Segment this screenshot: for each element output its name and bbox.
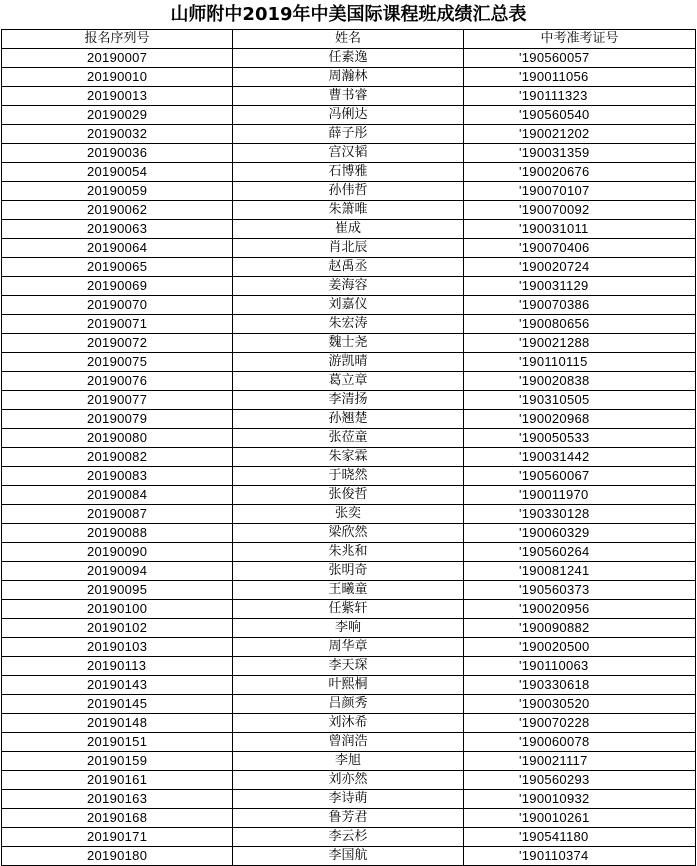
name-cell: 李清扬 [233,391,464,410]
table-row [2,68,696,87]
name-cell: 于晓然 [233,467,464,486]
table-row [2,581,696,600]
table-row [2,391,696,410]
table-row [2,809,696,828]
name-cell: 王曦童 [233,581,464,600]
exam-no-cell: '190021117 [464,752,696,771]
table-row [2,619,696,638]
reg-no-cell: 20190065 [2,258,233,277]
name-cell: 梁欣然 [233,524,464,543]
table-row [2,429,696,448]
reg-no-cell: 20190151 [2,733,233,752]
name-cell: 冯俐达 [233,106,464,125]
table-row [2,600,696,619]
name-cell: 周华章 [233,638,464,657]
name-cell: 任紫轩 [233,600,464,619]
reg-no-cell: 20190064 [2,239,233,258]
page-title: 山师附中2019年中美国际课程班成绩汇总表 [170,4,527,25]
exam-no-cell: '190020968 [464,410,696,429]
exam-no-cell: '190021202 [464,125,696,144]
header-reg-no: 报名序列号 [2,30,233,49]
exam-no-cell: '190011056 [464,68,696,87]
table-row [2,657,696,676]
reg-no-cell: 20190072 [2,334,233,353]
exam-no-cell: '190020500 [464,638,696,657]
table-row [2,676,696,695]
name-cell: 孙伟哲 [233,182,464,201]
name-cell: 李国航 [233,847,464,866]
reg-no-cell: 20190062 [2,201,233,220]
reg-no-cell: 20190087 [2,505,233,524]
table-row [2,543,696,562]
reg-no-cell: 20190063 [2,220,233,239]
name-cell: 魏士尧 [233,334,464,353]
exam-no-cell: '190070406 [464,239,696,258]
table-row [2,220,696,239]
reg-no-cell: 20190076 [2,372,233,391]
reg-no-cell: 20190094 [2,562,233,581]
exam-no-cell: '190560264 [464,543,696,562]
name-cell: 周瀚林 [233,68,464,87]
exam-no-cell: '190111323 [464,87,696,106]
table-row [2,144,696,163]
name-cell: 张奕 [233,505,464,524]
reg-no-cell: 20190010 [2,68,233,87]
name-cell: 叶熙桐 [233,676,464,695]
exam-no-cell: '190031442 [464,448,696,467]
reg-no-cell: 20190171 [2,828,233,847]
name-cell: 张俊哲 [233,486,464,505]
name-cell: 李云杉 [233,828,464,847]
table-row [2,847,696,866]
table-row [2,201,696,220]
table-row [2,790,696,809]
name-cell: 薛子彤 [233,125,464,144]
name-cell: 鲁芳君 [233,809,464,828]
reg-no-cell: 20190071 [2,315,233,334]
exam-no-cell: '190010932 [464,790,696,809]
table-row [2,125,696,144]
name-cell: 刘亦然 [233,771,464,790]
reg-no-cell: 20190083 [2,467,233,486]
exam-no-cell: '190110063 [464,657,696,676]
name-cell: 崔成 [233,220,464,239]
reg-no-cell: 20190145 [2,695,233,714]
name-cell: 李旭 [233,752,464,771]
table-row [2,106,696,125]
reg-no-cell: 20190148 [2,714,233,733]
reg-no-cell: 20190079 [2,410,233,429]
reg-no-cell: 20190069 [2,277,233,296]
header-exam-no: 中考准考证号 [464,30,696,49]
table-row [2,87,696,106]
reg-no-cell: 20190082 [2,448,233,467]
table-row [2,467,696,486]
name-cell: 刘沐希 [233,714,464,733]
table-row [2,334,696,353]
reg-no-cell: 20190088 [2,524,233,543]
exam-no-cell: '190060078 [464,733,696,752]
exam-no-cell: '190021288 [464,334,696,353]
reg-no-cell: 20190113 [2,657,233,676]
reg-no-cell: 20190013 [2,87,233,106]
reg-no-cell: 20190059 [2,182,233,201]
table-row [2,448,696,467]
reg-no-cell: 20190180 [2,847,233,866]
table-row [2,733,696,752]
reg-no-cell: 20190100 [2,600,233,619]
exam-no-cell: '190330128 [464,505,696,524]
name-cell: 肖北辰 [233,239,464,258]
reg-no-cell: 20190095 [2,581,233,600]
reg-no-cell: 20190032 [2,125,233,144]
exam-no-cell: '190050533 [464,429,696,448]
exam-no-cell: '190110374 [464,847,696,866]
table-row [2,486,696,505]
reg-no-cell: 20190075 [2,353,233,372]
exam-no-cell: '190110115 [464,353,696,372]
exam-no-cell: '190560067 [464,467,696,486]
table-row [2,315,696,334]
header-name: 姓名 [233,30,464,49]
table-row [2,505,696,524]
exam-no-cell: '190310505 [464,391,696,410]
table-row [2,524,696,543]
table-row [2,695,696,714]
exam-no-cell: '190560540 [464,106,696,125]
name-cell: 李诗萌 [233,790,464,809]
exam-no-cell: '190020838 [464,372,696,391]
exam-no-cell: '190031359 [464,144,696,163]
name-cell: 宫汉韬 [233,144,464,163]
name-cell: 任素逸 [233,49,464,68]
name-cell: 吕颜秀 [233,695,464,714]
name-cell: 曾润浩 [233,733,464,752]
exam-no-cell: '190070092 [464,201,696,220]
table-row [2,562,696,581]
table-row [2,638,696,657]
exam-no-cell: '190560057 [464,49,696,68]
exam-no-cell: '190031011 [464,220,696,239]
table-row [2,258,696,277]
name-cell: 曹书睿 [233,87,464,106]
table-row [2,410,696,429]
name-cell: 朱兆和 [233,543,464,562]
reg-no-cell: 20190070 [2,296,233,315]
name-cell: 李响 [233,619,464,638]
exam-no-cell: '190330618 [464,676,696,695]
exam-no-cell: '190080656 [464,315,696,334]
table-row [2,714,696,733]
exam-no-cell: '190020676 [464,163,696,182]
table-row [2,828,696,847]
table-body [2,49,696,866]
reg-no-cell: 20190007 [2,49,233,68]
reg-no-cell: 20190103 [2,638,233,657]
reg-no-cell: 20190080 [2,429,233,448]
reg-no-cell: 20190036 [2,144,233,163]
reg-no-cell: 20190029 [2,106,233,125]
name-cell: 葛立章 [233,372,464,391]
table-row [2,771,696,790]
header-row [2,30,696,49]
name-cell: 朱箫唯 [233,201,464,220]
table-row [2,182,696,201]
exam-no-cell: '190081241 [464,562,696,581]
exam-no-cell: '190070228 [464,714,696,733]
table-row [2,163,696,182]
name-cell: 张明奇 [233,562,464,581]
table-row [2,372,696,391]
table-row [2,49,696,68]
exam-no-cell: '190030520 [464,695,696,714]
exam-no-cell: '190090882 [464,619,696,638]
exam-no-cell: '190020956 [464,600,696,619]
reg-no-cell: 20190077 [2,391,233,410]
reg-no-cell: 20190102 [2,619,233,638]
exam-no-cell: '190020724 [464,258,696,277]
exam-no-cell: '190031129 [464,277,696,296]
name-cell: 张莅童 [233,429,464,448]
table-row [2,752,696,771]
table-row [2,277,696,296]
name-cell: 赵禹丞 [233,258,464,277]
name-cell: 孙翘楚 [233,410,464,429]
reg-no-cell: 20190143 [2,676,233,695]
exam-no-cell: '190541180 [464,828,696,847]
exam-no-cell: '190070107 [464,182,696,201]
name-cell: 刘嘉仪 [233,296,464,315]
reg-no-cell: 20190163 [2,790,233,809]
reg-no-cell: 20190054 [2,163,233,182]
name-cell: 姜海容 [233,277,464,296]
exam-no-cell: '190560373 [464,581,696,600]
reg-no-cell: 20190168 [2,809,233,828]
name-cell: 李天琛 [233,657,464,676]
exam-no-cell: '190010261 [464,809,696,828]
table-row [2,353,696,372]
exam-no-cell: '190060329 [464,524,696,543]
name-cell: 石博雅 [233,163,464,182]
table-row [2,239,696,258]
name-cell: 朱宏涛 [233,315,464,334]
reg-no-cell: 20190090 [2,543,233,562]
reg-no-cell: 20190159 [2,752,233,771]
exam-no-cell: '190070386 [464,296,696,315]
reg-no-cell: 20190161 [2,771,233,790]
reg-no-cell: 20190084 [2,486,233,505]
name-cell: 朱家霖 [233,448,464,467]
name-cell: 游凯晴 [233,353,464,372]
table-row [2,296,696,315]
exam-no-cell: '190560293 [464,771,696,790]
exam-no-cell: '190011970 [464,486,696,505]
results-table [1,29,696,866]
